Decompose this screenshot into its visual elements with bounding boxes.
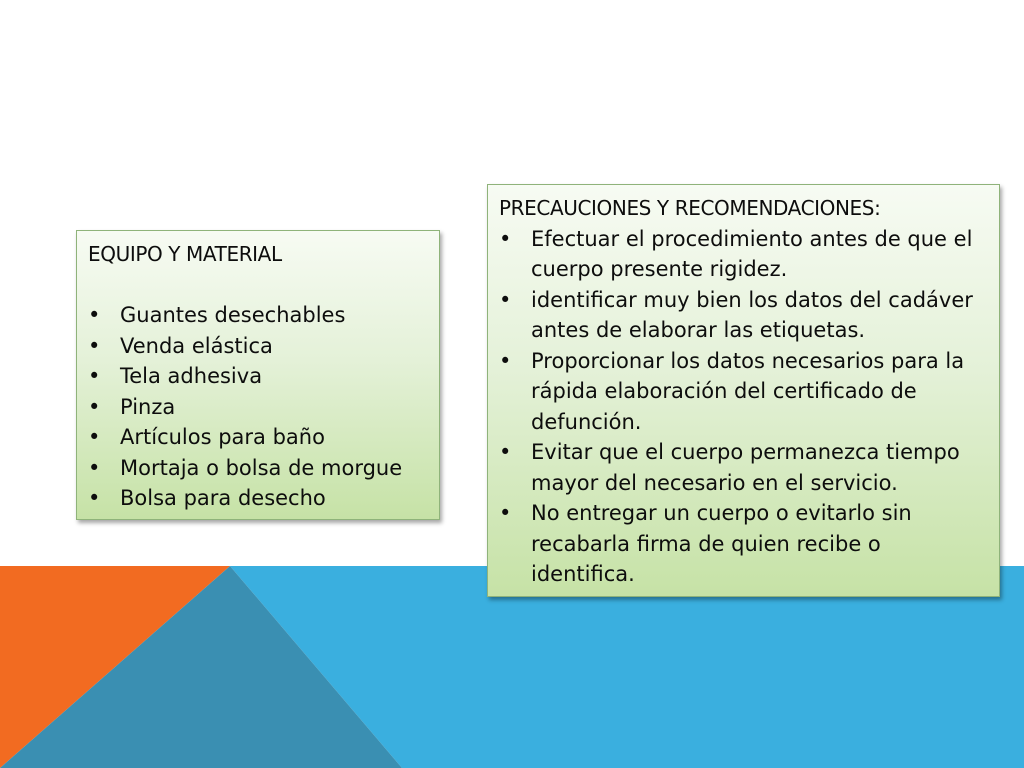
equipo-list xyxy=(88,300,431,514)
precauciones-heading: PRECAUCIONES Y RECOMENDACIONES: xyxy=(499,196,881,220)
precauciones-list xyxy=(499,224,991,590)
list-item: • Proporcionar los datos necesarios para la rápida elaboración del certificado de defunción. xyxy=(499,346,991,438)
list-item: • Efectuar el procedimiento antes de que el cuerpo presente rigidez. xyxy=(499,224,991,285)
equipo-material-box xyxy=(76,230,440,520)
list-item: • Pinza xyxy=(88,392,431,423)
list-item: • Mortaja o bolsa de morgue xyxy=(88,453,431,484)
list-item: • Evitar que el cuerpo permanezca tiempo mayor del necesario en el servicio. xyxy=(499,437,991,498)
precauciones-box xyxy=(487,184,1000,597)
equipo-heading: EQUIPO Y MATERIAL xyxy=(88,242,282,266)
list-item: • Venda elástica xyxy=(88,331,431,362)
list-item: • Tela adhesiva xyxy=(88,361,431,392)
list-item: • Bolsa para desecho xyxy=(88,483,431,514)
list-item: • No entregar un cuerpo o evitarlo sin recabarla firma de quien recibe o identifica. xyxy=(499,498,991,590)
list-item: • identificar muy bien los datos del cadáver antes de elaborar las etiquetas. xyxy=(499,285,991,346)
spacer xyxy=(88,270,431,301)
list-item: • Artículos para baño xyxy=(88,422,431,453)
list-item: • Guantes desechables xyxy=(88,300,431,331)
